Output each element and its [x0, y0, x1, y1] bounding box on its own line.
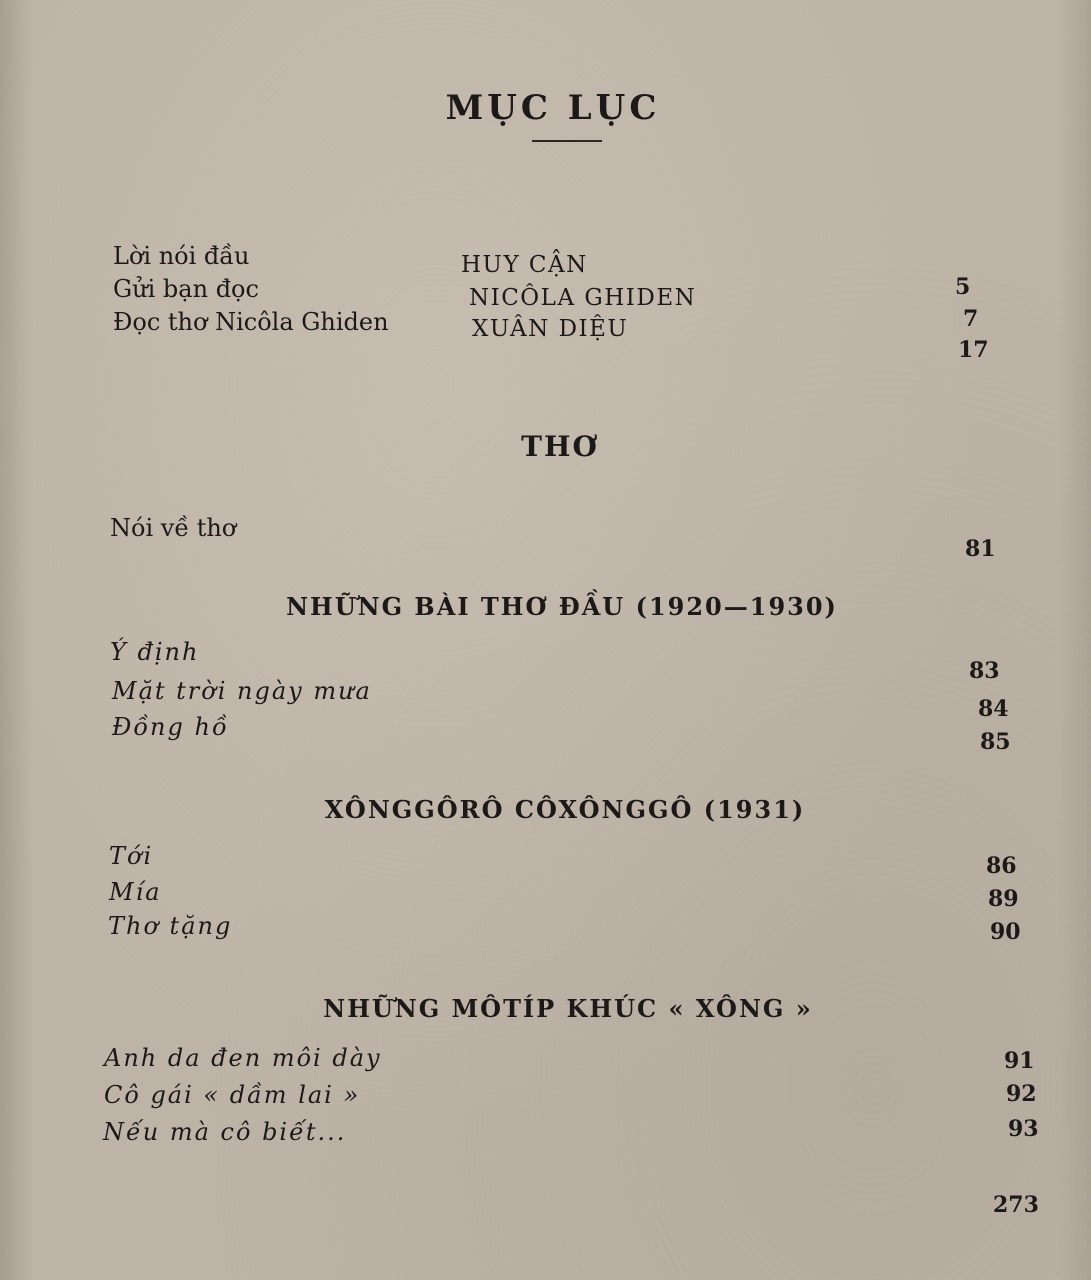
toc-entry-author: NICÔLA GHIDEN — [469, 285, 697, 311]
toc-entry-title: Đồng hồ — [112, 713, 229, 741]
toc-entry-page: 5 — [955, 274, 971, 300]
toc-entry-page: 84 — [978, 696, 1009, 722]
toc-entry-page: 85 — [980, 729, 1011, 755]
toc-entry-page: 92 — [1006, 1081, 1037, 1107]
toc-entry-author: HUY CẬN — [461, 252, 588, 278]
toc-entry-title: Đọc thơ Nicôla Ghiden — [113, 308, 389, 336]
toc-entry-page: 83 — [969, 658, 1000, 684]
toc-entry-title: Nói về thơ — [110, 514, 237, 542]
toc-entry-page: 93 — [1008, 1116, 1039, 1142]
toc-entry-title: Tới — [109, 842, 154, 870]
toc-entry-title: Mặt trời ngày mưa — [112, 677, 372, 705]
toc-entry-page: 81 — [965, 536, 996, 562]
toc-entry-page: 7 — [963, 306, 979, 332]
part-title: THƠ — [521, 430, 599, 463]
toc-entry-page: 17 — [958, 337, 989, 363]
toc-entry-page: 86 — [986, 853, 1017, 879]
toc-entry-author: XUÂN DIỆU — [472, 316, 629, 342]
toc-entry-title: Nếu mà cô biết... — [103, 1118, 347, 1146]
section-heading: XÔNGGÔRÔ CÔXÔNGGÔ (1931) — [324, 795, 806, 824]
toc-entry-title: Thơ tặng — [108, 912, 233, 940]
page-number: 273 — [993, 1192, 1039, 1218]
toc-entry-page: 90 — [990, 919, 1021, 945]
toc-entry-title: Lời nói đầu — [113, 242, 250, 270]
section-heading: NHỮNG MÔTÍP KHÚC « XÔNG » — [323, 994, 813, 1023]
toc-entry-title: Gửi bạn đọc — [113, 275, 259, 303]
toc-entry-page: 91 — [1004, 1048, 1035, 1074]
page-title: MỤC LỤC — [445, 88, 661, 128]
toc-entry-title: Mía — [109, 878, 162, 906]
section-heading: NHỮNG BÀI THƠ ĐẦU (1920—1930) — [286, 592, 838, 621]
title-underline — [532, 140, 602, 142]
toc-entry-title: Anh da đen môi dày — [104, 1044, 382, 1072]
toc-entry-page: 89 — [988, 886, 1019, 912]
toc-entry-title: Cô gái « dầm lai » — [104, 1081, 361, 1109]
toc-entry-title: Ý định — [110, 638, 200, 666]
